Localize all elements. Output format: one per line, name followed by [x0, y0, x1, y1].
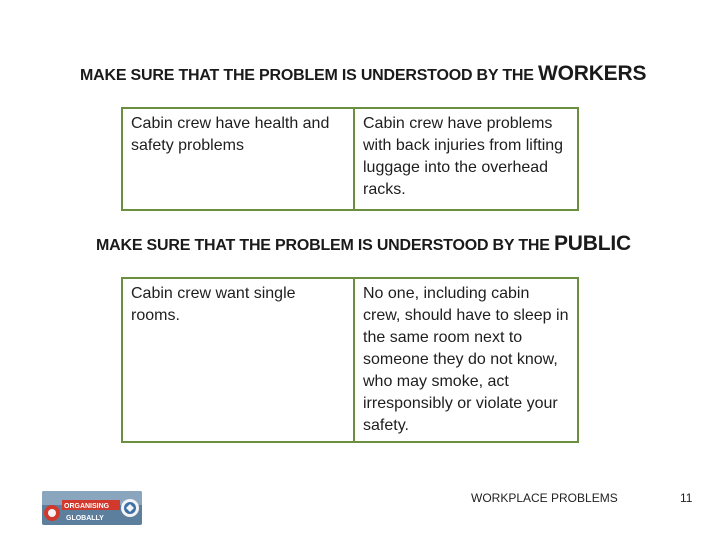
page-number: 11: [680, 491, 693, 505]
logo-graphic: [42, 491, 142, 525]
table-row: [122, 108, 578, 210]
workers-left-cell: Cabin crew have health and safety problems: [122, 108, 354, 210]
section1-heading-emphasis: WORKERS: [538, 62, 647, 85]
public-left-cell: Cabin crew want single rooms.: [122, 278, 354, 442]
logo-text-bottom: GLOBALLY: [66, 515, 104, 522]
organising-globally-logo: [42, 491, 142, 525]
workers-right-cell: Cabin crew have problems with back injuries from lifting luggage into the overhead racks.: [354, 108, 578, 210]
section1-heading-prefix: MAKE SURE THAT THE PROBLEM IS UNDERSTOOD BY THE: [80, 67, 538, 84]
public-problem-table: [121, 277, 579, 443]
section2-heading-emphasis: PUBLIC: [554, 232, 631, 255]
workers-problem-table: [121, 107, 579, 211]
section2-heading: [96, 232, 631, 256]
table-row: [122, 278, 578, 442]
section2-heading-prefix: MAKE SURE THAT THE PROBLEM IS UNDERSTOOD BY THE: [96, 237, 554, 254]
logo-text-top: ORGANISING: [64, 503, 110, 510]
footer-title: WORKPLACE PROBLEMS: [471, 491, 618, 505]
public-right-cell: No one, including cabin crew, should have to sleep in the same room next to someone they do not know, who may smoke, act irresponsibly or violate your safety.: [354, 278, 578, 442]
section1-heading: [80, 62, 646, 86]
